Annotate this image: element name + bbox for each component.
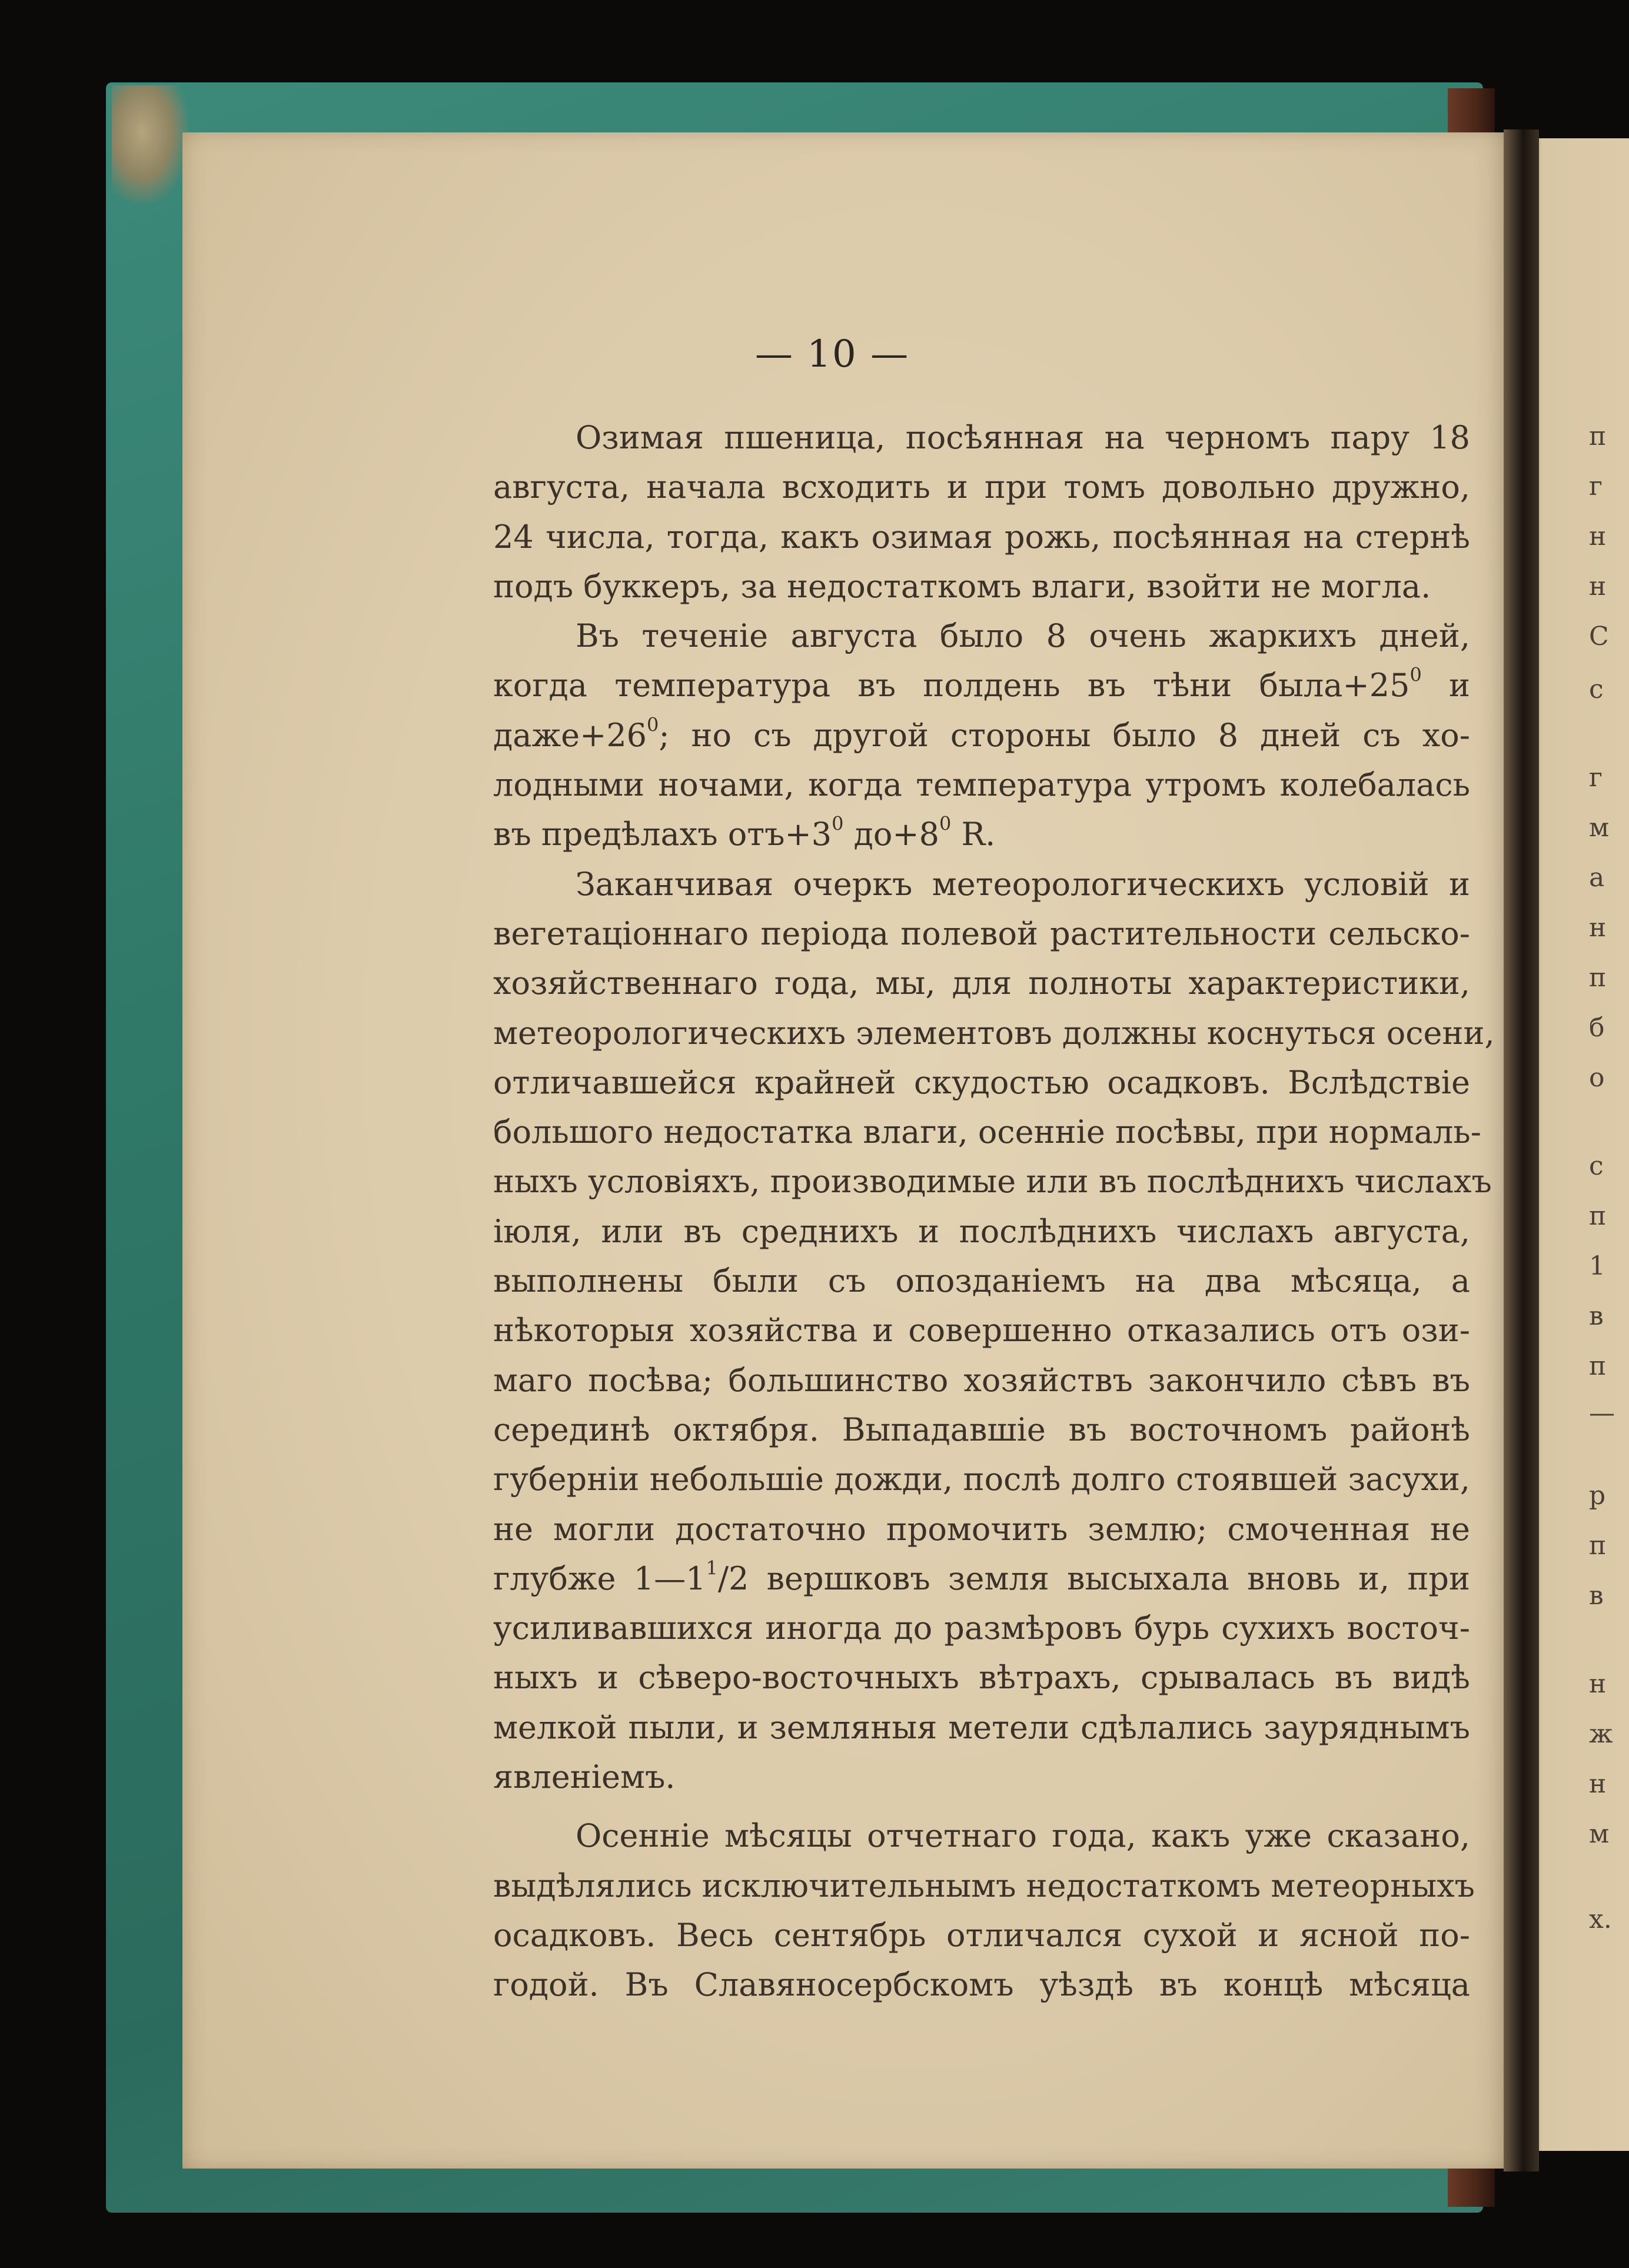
text-run: выдѣлялись исключительнымъ недостаткомъ метеорныхъ bbox=[493, 1867, 1475, 1904]
next-page-fragment: с bbox=[1589, 674, 1604, 704]
text-run: Заканчивая очеркъ метеорологическихъ условій и bbox=[576, 865, 1470, 903]
next-page-fragment: н bbox=[1589, 1669, 1607, 1699]
text-run: лодными ночами, когда температура утромъ колебалась bbox=[493, 766, 1470, 804]
text-run: серединѣ октября. Выпадавшіе въ восточномъ районѣ bbox=[493, 1411, 1470, 1448]
superscript: 0 bbox=[939, 812, 952, 835]
next-page-fragment: п bbox=[1589, 1351, 1607, 1381]
text-line bbox=[493, 661, 1470, 710]
next-page-fragment: 1 bbox=[1589, 1251, 1605, 1281]
text-line bbox=[493, 760, 1470, 810]
text-run: хозяйственнаго года, мы, для полноты характеристики, bbox=[493, 965, 1470, 1002]
next-page-fragment: о bbox=[1589, 1063, 1605, 1093]
text-line bbox=[493, 611, 1470, 661]
text-run: когда температура въ полдень въ тѣни была+25 bbox=[493, 667, 1410, 704]
next-page-fragment: а bbox=[1589, 863, 1605, 893]
text-line bbox=[493, 860, 1470, 909]
text-line bbox=[493, 1009, 1495, 1058]
text-run: /2 вершковъ земля высыхала вновь и, при bbox=[717, 1559, 1470, 1597]
text-line bbox=[493, 1157, 1492, 1206]
text-run: и bbox=[1421, 667, 1470, 704]
text-run: метеорологическихъ элементовъ должны коснуться осени, bbox=[493, 1014, 1495, 1052]
text-run: глубже 1—1 bbox=[493, 1559, 706, 1597]
text-line bbox=[493, 463, 1470, 512]
text-line bbox=[493, 1752, 1470, 1802]
text-run: губерніи небольшіе дожди, послѣ долго стоявшей засухи, bbox=[493, 1461, 1470, 1498]
next-page-fragment: в bbox=[1589, 1581, 1604, 1611]
next-page-edge bbox=[1530, 138, 1629, 2151]
text-run: подъ буккеръ, за недостаткомъ влаги, взойти не могла. bbox=[493, 567, 1431, 605]
next-page-fragment: х. bbox=[1589, 1904, 1612, 1934]
next-page-fragment: н bbox=[1589, 1769, 1607, 1799]
text-run: выполнены были съ опозданіемъ на два мѣсяца, а bbox=[493, 1262, 1470, 1300]
text-run: въ предѣлахъ отъ+3 bbox=[493, 816, 832, 853]
text-run: августа, начала всходить и при томъ довольно дружно, bbox=[493, 468, 1470, 506]
text-run: маго посѣва; большинство хозяйствъ закончило сѣвъ въ bbox=[493, 1361, 1470, 1399]
superscript: 0 bbox=[1409, 663, 1422, 686]
text-run: осадковъ. Весь сентябрь отличался сухой и ясной по- bbox=[493, 1916, 1470, 1954]
text-line bbox=[493, 1356, 1470, 1405]
text-run: даже+26 bbox=[493, 716, 647, 754]
page-number: — 10 — bbox=[754, 332, 910, 376]
next-page-fragment: ж bbox=[1589, 1719, 1613, 1749]
text-run: большого недостатка влаги, осенніе посѣвы, при нормаль- bbox=[493, 1113, 1481, 1151]
text-line bbox=[493, 1455, 1470, 1504]
next-page-fragment: п bbox=[1589, 1201, 1607, 1231]
next-page-fragment: м bbox=[1589, 813, 1610, 843]
next-page-fragment: с bbox=[1589, 1151, 1604, 1181]
text-line bbox=[493, 1911, 1470, 1960]
text-line bbox=[493, 1058, 1470, 1108]
text-line bbox=[493, 513, 1470, 562]
text-line bbox=[493, 1960, 1470, 2010]
text-line bbox=[493, 1811, 1470, 1861]
paragraph-gap bbox=[493, 1802, 1470, 1811]
superscript: 0 bbox=[832, 812, 844, 835]
text-line bbox=[493, 1207, 1470, 1256]
text-run: вегетаціоннаго періода полевой растительности сельско- bbox=[493, 914, 1470, 952]
superscript: 0 bbox=[647, 713, 659, 736]
next-page-fragment: п bbox=[1589, 963, 1607, 993]
next-page-fragment: п bbox=[1589, 421, 1607, 451]
text-run: іюля, или въ среднихъ и послѣднихъ числахъ августа, bbox=[493, 1212, 1470, 1250]
text-line bbox=[493, 1505, 1470, 1554]
text-run: 24 числа, тогда, какъ озимая рожь, посѣянная на стернѣ bbox=[493, 518, 1470, 556]
next-page-fragment: — bbox=[1589, 1398, 1615, 1428]
next-page-fragment: м bbox=[1589, 1819, 1610, 1849]
text-run: R. bbox=[951, 816, 996, 853]
page-gutter bbox=[1504, 129, 1539, 2171]
text-line bbox=[493, 1554, 1470, 1604]
text-line bbox=[493, 1108, 1481, 1157]
cover-wear-mark bbox=[112, 85, 188, 203]
text-run: нѣкоторыя хозяйства и совершенно отказались отъ ози- bbox=[493, 1312, 1470, 1349]
text-run: ныхъ условіяхъ, производимые или въ послѣднихъ числахъ bbox=[493, 1163, 1492, 1200]
text-run: Въ теченіе августа было 8 очень жаркихъ дней, bbox=[576, 617, 1470, 655]
next-page-fragment: н bbox=[1589, 521, 1607, 551]
text-run: Осенніе мѣсяцы отчетнаго года, какъ уже сказано, bbox=[576, 1817, 1470, 1855]
text-line bbox=[493, 810, 1470, 859]
text-run: ; но съ другой стороны было 8 дней съ хо- bbox=[659, 716, 1470, 754]
text-run: отличавшейся крайней скудостью осадковъ. Вслѣдствіе bbox=[493, 1063, 1470, 1101]
next-page-fragment: г bbox=[1589, 471, 1603, 501]
text-run: мелкой пыли, и земляныя метели сдѣлались зауряднымъ bbox=[493, 1708, 1470, 1746]
text-line bbox=[493, 1703, 1470, 1752]
text-run: не могли достаточно промочить землю; смоченная не bbox=[493, 1510, 1470, 1548]
text-line bbox=[493, 1604, 1470, 1653]
text-line bbox=[493, 711, 1470, 760]
text-run: усиливавшихся иногда до размѣровъ бурь сухихъ восточ- bbox=[493, 1609, 1470, 1647]
next-page-fragment: р bbox=[1589, 1481, 1606, 1511]
text-line bbox=[493, 1653, 1470, 1702]
next-page-fragment: г bbox=[1589, 763, 1603, 793]
text-line bbox=[493, 909, 1470, 959]
next-page-fragment: С bbox=[1589, 621, 1609, 651]
text-line bbox=[493, 413, 1470, 463]
text-line bbox=[493, 1405, 1470, 1455]
text-run: до+8 bbox=[843, 816, 939, 853]
page-body bbox=[493, 413, 1495, 2010]
next-page-fragment: в bbox=[1589, 1301, 1604, 1331]
text-line bbox=[493, 1861, 1475, 1911]
text-run: явленіемъ. bbox=[493, 1758, 676, 1796]
next-page-fragment: н bbox=[1589, 913, 1607, 943]
text-run: годой. Въ Славяносербскомъ уѣздѣ въ концѣ мѣсяца bbox=[493, 1966, 1470, 2004]
text-line bbox=[493, 562, 1470, 611]
next-page-fragment: п bbox=[1589, 1531, 1607, 1561]
superscript: 1 bbox=[706, 1557, 718, 1579]
text-run: Озимая пшеница, посѣянная на черномъ пару 18 bbox=[576, 419, 1470, 456]
text-run: ныхъ и сѣверо-восточныхъ вѣтрахъ, срывалась въ видѣ bbox=[493, 1659, 1470, 1697]
text-line bbox=[493, 1256, 1470, 1306]
next-page-fragment: б bbox=[1589, 1013, 1605, 1043]
text-line bbox=[493, 959, 1470, 1008]
text-line bbox=[493, 1306, 1470, 1355]
next-page-fragment: н bbox=[1589, 571, 1607, 601]
